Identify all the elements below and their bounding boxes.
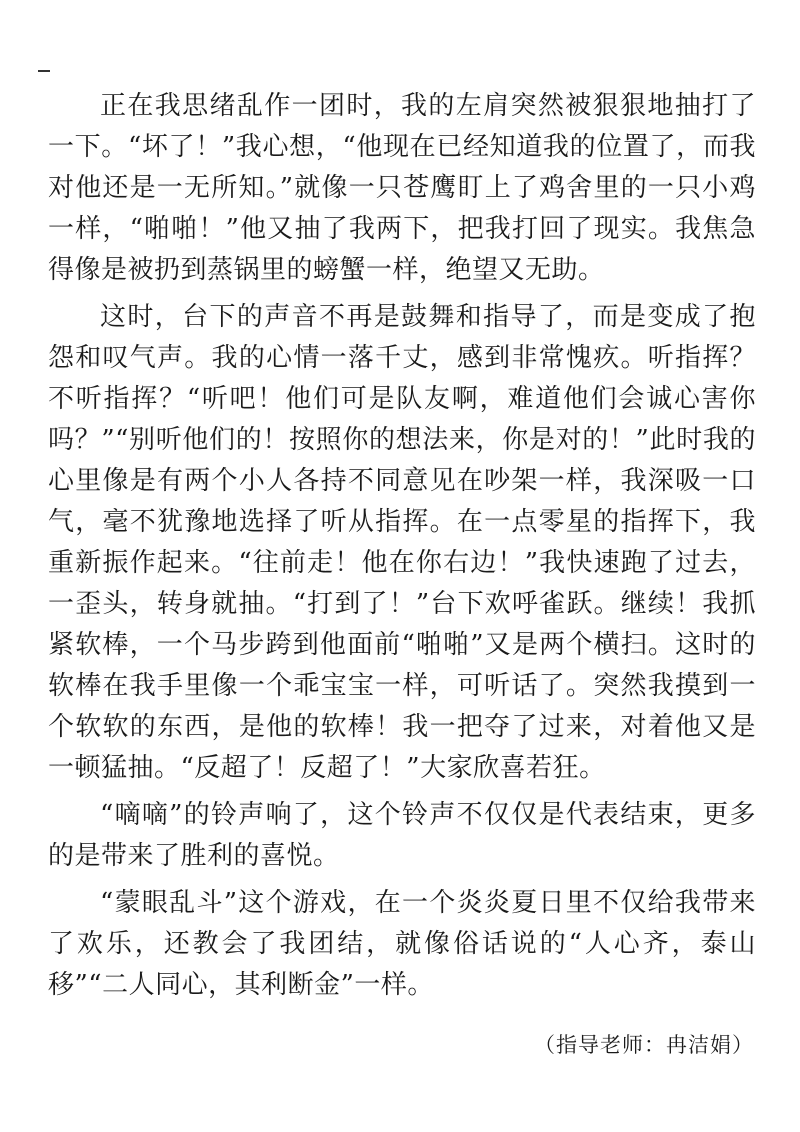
essay-paragraph-2: 这时，台下的声音不再是鼓舞和指导了，而是变成了抱怨和叹气声。我的心情一落千丈，感到非常愧疚。听指挥？不听指挥？“听吧！他们可是队友啊，难道他们会诚心害你吗？”“别听他们的！按照你的想法来，你是对的！”此时我的心里像是有两个小人各持不同意见在吵架一样，我深吸一口气，毫不犹豫地选择了听从指挥。在一点零星的指挥下，我重新振作起来。“往前走！他在你右边！”我快速跑了过去，一歪头，转身就抽。“打到了！”台下欢呼雀跃。继续！我抓紧软棒，一个马步跨到他面前“啪啪”又是两个横扫。这时的软棒在我手里像一个乖宝宝一样，可听话了。突然我摸到一个软软的东西，是他的软棒！我一把夺了过来，对着他又是一顿猛抽。“反超了！反超了！”大家欣喜若狂。 (48, 302, 756, 783)
essay-paragraph-3: “嘀嘀”的铃声响了，这个铃声不仅仅是代表结束，更多的是带来了胜利的喜悦。 (48, 800, 756, 871)
essay-paragraph-4: “蒙眼乱斗”这个游戏，在一个炎炎夏日里不仅给我带来了欢乐，还教会了我团结，就像俗话说的“人心齐，泰山移”“二人同心，其利断金”一样。 (48, 888, 756, 1000)
essay-paragraph-1: 正在我思绪乱作一团时，我的左肩突然被狠狠地抽打了一下。“坏了！”我心想，“他现在已经知道我的位置了，而我对他还是一无所知。”就像一只苍鹰盯上了鸡舍里的一只小鸡一样，“啪啪！”他又抽了我两下，把我打回了现实。我焦急得像是被扔到蒸锅里的螃蟹一样，绝望又无助。 (48, 91, 756, 285)
teacher-signature: （指导老师：冉洁娟） (534, 1033, 754, 1057)
page-corner-mark (38, 70, 50, 72)
essay-body (48, 86, 756, 1012)
